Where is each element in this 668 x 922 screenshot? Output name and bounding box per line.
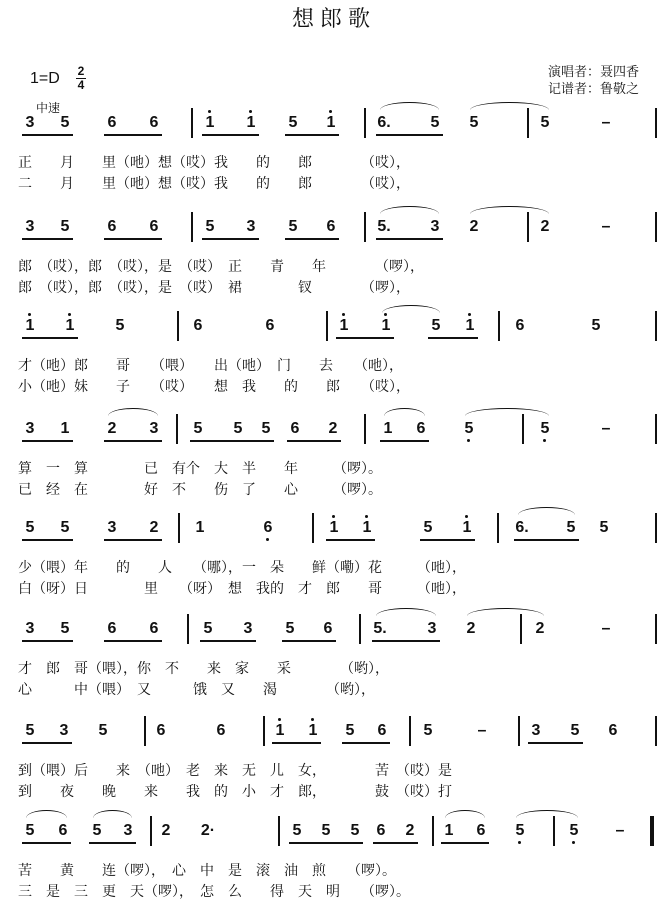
jianpu-note: 5 (203, 620, 213, 637)
barline (178, 513, 180, 543)
jianpu-note: 3 (25, 114, 35, 131)
barline (359, 614, 361, 644)
jianpu-note: 1 (22, 317, 38, 335)
high-octave-dot (208, 110, 211, 113)
eighth-beam (202, 134, 259, 136)
eighth-beam (104, 640, 162, 642)
jianpu-note: 1 (62, 317, 78, 335)
eighth-beam (22, 134, 73, 136)
eighth-beam (200, 640, 256, 642)
eighth-beam (326, 539, 375, 541)
jianpu-note: 6 (290, 420, 300, 437)
jianpu-note: 2 (149, 519, 159, 536)
jianpu-note: 2 (540, 218, 550, 235)
eighth-beam (22, 539, 73, 541)
barline (522, 414, 524, 444)
eighth-beam (104, 134, 162, 136)
tie-slur (470, 102, 549, 110)
eighth-beam (373, 842, 418, 844)
jianpu-note: 1 (195, 519, 205, 536)
tie-slur (445, 810, 485, 818)
eighth-beam (22, 742, 72, 744)
time-signature-top: 2 (77, 64, 85, 78)
jianpu-note: 6 (608, 722, 618, 739)
jianpu-note: 1 (336, 317, 352, 335)
barline (326, 311, 328, 341)
jianpu-note: 5 (461, 420, 477, 438)
jianpu-note: 5. (373, 620, 387, 637)
high-octave-dot (384, 313, 387, 316)
high-octave-dot (365, 515, 368, 518)
jianpu-note: 1 (444, 822, 454, 839)
eighth-beam (285, 134, 339, 136)
jianpu-note: 5 (566, 822, 582, 840)
eighth-beam (202, 238, 259, 240)
jianpu-note: 6 (216, 722, 226, 739)
eighth-beam (104, 238, 162, 240)
jianpu-note: 5 (537, 420, 553, 438)
jianpu-note: 6 (260, 519, 276, 537)
barline (655, 614, 657, 644)
lyric-verse-1: 郎 （哎），郎 （哎），是 （哎） 正 青 年 （啰）， (18, 259, 424, 275)
barline (312, 513, 314, 543)
eighth-beam (441, 842, 489, 844)
jianpu-note: 6 (149, 620, 159, 637)
lyric-verse-2: 白（呀）日 里 （呀） 想 我的 才 郎 哥 （吔）， (18, 581, 466, 597)
barline (655, 311, 657, 341)
jianpu-note: 5 (25, 519, 35, 536)
lyric-verse-1: 才（吔）郎 哥 （喂） 出（吔） 门 去 （吔）， (18, 358, 403, 374)
jianpu-note: 1 (462, 317, 478, 335)
eighth-beam (514, 539, 579, 541)
jianpu-note: 5 (115, 317, 125, 334)
jianpu-note: 5 (193, 420, 203, 437)
eighth-beam (336, 337, 394, 339)
singer-credit: 演唱者：聂四香 (548, 65, 640, 80)
jianpu-note: 3 (123, 822, 133, 839)
jianpu-note: 5. (377, 218, 391, 235)
jianpu-note: 1 (459, 519, 475, 537)
credits (548, 64, 639, 98)
jianpu-note: 5 (261, 420, 271, 437)
high-octave-dot (28, 313, 31, 316)
jianpu-note: 1 (305, 722, 321, 740)
jianpu-note: 5 (292, 822, 302, 839)
jianpu-note: 5 (423, 519, 433, 536)
jianpu-note: 1 (202, 114, 218, 132)
eighth-beam (376, 134, 443, 136)
tie-slur (108, 408, 158, 416)
barline (518, 716, 520, 746)
jianpu-note: 2 (535, 620, 545, 637)
tie-slur (376, 608, 436, 616)
jianpu-note: 1 (326, 519, 342, 537)
jianpu-note: 6 (58, 822, 68, 839)
jianpu-note: – (615, 822, 625, 839)
jianpu-note: 1 (272, 722, 288, 740)
tie-slur (93, 810, 132, 818)
eighth-beam (342, 742, 390, 744)
jianpu-note: 5 (60, 519, 70, 536)
tie-slur (380, 206, 439, 214)
jianpu-note: 2 (466, 620, 476, 637)
high-octave-dot (465, 515, 468, 518)
jianpu-note: – (601, 114, 611, 131)
jianpu-note: 2 (405, 822, 415, 839)
barline (655, 716, 657, 746)
barline (655, 212, 657, 242)
barline (498, 311, 500, 341)
jianpu-note: 2 (161, 822, 171, 839)
lyric-verse-2: 到 夜 晚 来 我 的 小 才 郎， 鼓 （哎）打 (18, 784, 452, 800)
barline (187, 614, 189, 644)
jianpu-note: 2 (469, 218, 479, 235)
final-barline (650, 816, 654, 846)
jianpu-note: 6 (326, 218, 336, 235)
barline (409, 716, 411, 746)
jianpu-note: 5 (350, 822, 360, 839)
high-octave-dot (342, 313, 345, 316)
high-octave-dot (468, 313, 471, 316)
lyric-verse-1: 才 郎 哥（喂），你 不 来 家 采 （哟）， (18, 661, 389, 677)
lyric-verse-1: 到（喂）后 来 （吔） 老 来 无 儿 女， 苦 （哎）是 (18, 763, 452, 779)
barline (177, 311, 179, 341)
tie-slur (26, 810, 67, 818)
jianpu-note: 5 (345, 722, 355, 739)
lyric-verse-2: 郎 （哎），郎 （哎），是 （哎） 裙 钗 （啰）， (18, 280, 410, 296)
jianpu-note: 6 (107, 620, 117, 637)
tie-slur (382, 305, 440, 313)
jianpu-note: 1 (383, 420, 393, 437)
barline (655, 414, 657, 444)
jianpu-note: 5 (512, 822, 528, 840)
barline (497, 513, 499, 543)
jianpu-note: 3 (430, 218, 440, 235)
jianpu-note: 6 (416, 420, 426, 437)
jianpu-note: 3 (427, 620, 437, 637)
lyric-verse-1: 苦 黄 连（啰）， 心 中 是 滚 油 煎 （啰）。 (18, 863, 396, 879)
barline (364, 108, 366, 138)
barline (364, 414, 366, 444)
eighth-beam (282, 640, 336, 642)
low-octave-dot (467, 439, 470, 442)
barline (520, 614, 522, 644)
jianpu-note: 3 (246, 218, 256, 235)
jianpu-note: 5 (60, 114, 70, 131)
high-octave-dot (311, 718, 314, 721)
barline (364, 212, 366, 242)
eighth-beam (528, 742, 583, 744)
jianpu-note: 3 (531, 722, 541, 739)
low-octave-dot (518, 841, 521, 844)
jianpu-note: 5 (60, 620, 70, 637)
jianpu-note: 5 (423, 722, 433, 739)
eighth-beam (89, 842, 136, 844)
high-octave-dot (278, 718, 281, 721)
jianpu-note: 5 (25, 722, 35, 739)
eighth-beam (22, 842, 71, 844)
high-octave-dot (332, 515, 335, 518)
lyric-verse-2: 三 是 三 更 天（啰）， 怎 么 得 天 明 （啰）。 (18, 884, 410, 900)
jianpu-note: 6 (377, 722, 387, 739)
eighth-beam (104, 539, 162, 541)
high-octave-dot (249, 110, 252, 113)
jianpu-note: 5 (430, 114, 440, 131)
jianpu-note: 5 (570, 722, 580, 739)
jianpu-note: 1 (243, 114, 259, 132)
jianpu-note: 5 (285, 620, 295, 637)
jianpu-note: 2· (200, 822, 216, 839)
song-title: 想郎歌 (291, 7, 376, 32)
jianpu-note: 6 (149, 218, 159, 235)
lyric-verse-2: 二 月 里（吔）想（哎）我 的 郎 （哎）， (18, 176, 410, 192)
transcriber-credit: 记谱者：鲁敬之 (548, 82, 640, 97)
tie-slur (467, 608, 544, 616)
jianpu-note: 6. (377, 114, 391, 131)
jianpu-note: 5 (98, 722, 108, 739)
eighth-beam (420, 539, 475, 541)
barline (263, 716, 265, 746)
tie-slur (384, 408, 425, 416)
high-octave-dot (329, 110, 332, 113)
jianpu-note: 6 (107, 218, 117, 235)
eighth-beam (22, 640, 73, 642)
low-octave-dot (266, 538, 269, 541)
jianpu-note: 5 (566, 519, 576, 536)
barline (176, 414, 178, 444)
lyric-verse-1: 正 月 里（吔）想（哎）我 的 郎 （哎）， (18, 155, 410, 171)
barline (432, 816, 434, 846)
time-signature-bottom: 4 (77, 78, 85, 92)
tie-slur (380, 102, 439, 110)
jianpu-note: – (601, 218, 611, 235)
lyric-verse-1: 少（喂）年 的 人 （哪），一 朵 鲜（嘞）花 （吔）， (18, 560, 466, 576)
jianpu-note: 3 (149, 420, 159, 437)
jianpu-note: 3 (25, 420, 35, 437)
jianpu-note: 6 (149, 114, 159, 131)
jianpu-note: – (601, 620, 611, 637)
barline (527, 212, 529, 242)
low-octave-dot (543, 439, 546, 442)
eighth-beam (428, 337, 478, 339)
eighth-beam (372, 640, 440, 642)
eighth-beam (272, 742, 321, 744)
jianpu-note: 2 (328, 420, 338, 437)
barline (527, 108, 529, 138)
tempo-marking: 中速 (36, 101, 61, 115)
high-octave-dot (68, 313, 71, 316)
jianpu-note: 5 (60, 218, 70, 235)
jianpu-note: 5 (92, 822, 102, 839)
jianpu-note: 5 (288, 114, 298, 131)
tie-slur (470, 206, 549, 214)
jianpu-note: 5 (540, 114, 550, 131)
jianpu-note: 3 (107, 519, 117, 536)
eighth-beam (22, 440, 73, 442)
tie-slur (465, 408, 549, 416)
jianpu-note: 5 (321, 822, 331, 839)
jianpu-note: – (601, 420, 611, 437)
jianpu-note: 1 (323, 114, 339, 132)
barline (191, 108, 193, 138)
eighth-beam (285, 238, 339, 240)
jianpu-note: 5 (25, 822, 35, 839)
eighth-beam (190, 440, 274, 442)
jianpu-note: 5 (599, 519, 609, 536)
barline (278, 816, 280, 846)
jianpu-note: – (477, 722, 487, 739)
barline (191, 212, 193, 242)
lyric-verse-1: 算 一 算 已 有个 大 半 年 （啰）。 (18, 461, 382, 477)
lyric-verse-2: 心 中（喂） 又 饿 又 渴 （哟）， (18, 682, 375, 698)
jianpu-note: 6 (265, 317, 275, 334)
jianpu-note: 1 (359, 519, 375, 537)
eighth-beam (380, 440, 429, 442)
jianpu-note: 3 (25, 620, 35, 637)
barline (655, 513, 657, 543)
barline (150, 816, 152, 846)
lyric-verse-2: 已 经 在 好 不 伤 了 心 （啰）。 (18, 482, 382, 498)
eighth-beam (104, 440, 162, 442)
jianpu-note: 5 (288, 218, 298, 235)
jianpu-note: 5 (591, 317, 601, 334)
jianpu-note: 2 (107, 420, 117, 437)
jianpu-note: 5 (233, 420, 243, 437)
tie-slur (516, 810, 578, 818)
jianpu-note: 6. (515, 519, 529, 536)
jianpu-note: 6 (107, 114, 117, 131)
jianpu-note: 6 (323, 620, 333, 637)
eighth-beam (22, 238, 73, 240)
eighth-beam (376, 238, 443, 240)
time-signature (76, 66, 86, 91)
jianpu-note: 5 (431, 317, 441, 334)
eighth-beam (22, 337, 78, 339)
tie-slur (518, 507, 575, 515)
eighth-beam (289, 842, 363, 844)
jianpu-note: 5 (469, 114, 479, 131)
barline (144, 716, 146, 746)
jianpu-note: 6 (156, 722, 166, 739)
jianpu-note: 3 (243, 620, 253, 637)
lyric-verse-2: 小（吔）妹 子 （哎） 想 我 的 郎 （哎）， (18, 379, 410, 395)
key-signature: 1=D (30, 70, 60, 87)
jianpu-note: 1 (378, 317, 394, 335)
eighth-beam (287, 440, 341, 442)
jianpu-note: 6 (193, 317, 203, 334)
barline (655, 108, 657, 138)
low-octave-dot (572, 841, 575, 844)
jianpu-note: 1 (60, 420, 70, 437)
jianpu-note: 6 (376, 822, 386, 839)
jianpu-note: 6 (476, 822, 486, 839)
jianpu-note: 6 (515, 317, 525, 334)
barline (553, 816, 555, 846)
jianpu-note: 3 (25, 218, 35, 235)
jianpu-note: 5 (205, 218, 215, 235)
jianpu-note: 3 (59, 722, 69, 739)
